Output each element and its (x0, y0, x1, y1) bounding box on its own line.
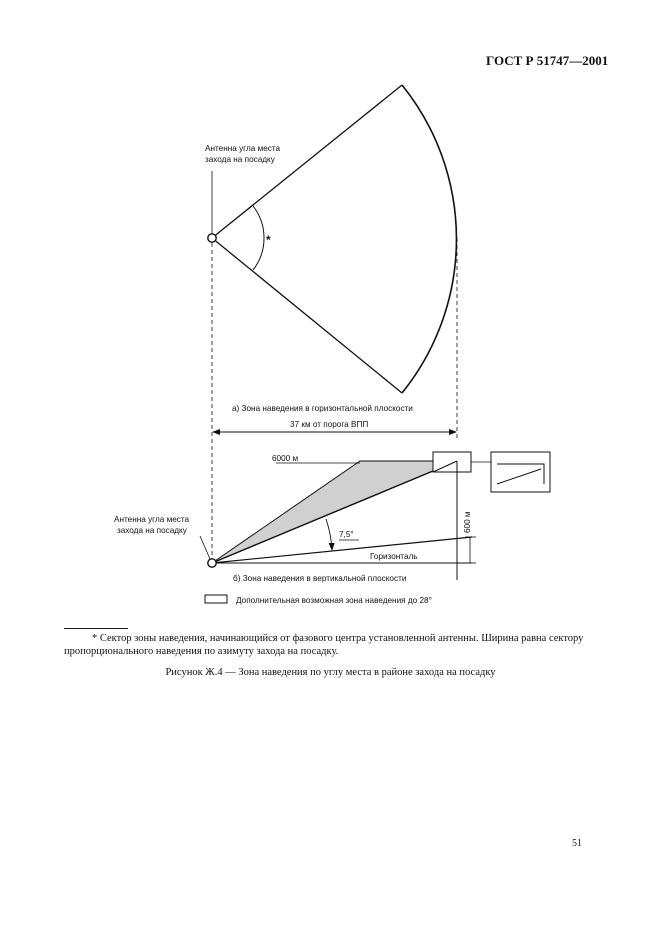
antenna-label-bottom-1: Антенна угла места (114, 515, 190, 524)
sector-lower-edge (212, 238, 402, 393)
angle-arc (326, 519, 332, 550)
distance-dimension (213, 420, 456, 432)
legend-swatch (205, 595, 227, 603)
antenna-label-bottom-2: захода на посадку (117, 526, 187, 535)
figure-caption: Рисунок Ж.4 — Зона наведения по углу места в районе захода на посадку (165, 667, 496, 678)
distance-label: 37 км от порога ВПП (290, 420, 369, 429)
zoom-callout-box (491, 452, 550, 492)
horizontal-plane-caption: а) Зона наведения в горизонтальной плоскости (232, 404, 413, 413)
angle-label: 7,5° (339, 530, 354, 539)
page-number: 51 (572, 838, 582, 849)
antenna-marker-bottom (208, 559, 216, 567)
antenna-label-top-1: Антенна угла места (205, 144, 281, 153)
sector-arc (402, 85, 456, 393)
vertical-plane-diagram (114, 452, 550, 583)
antenna-label-top-2: захода на посадку (205, 155, 275, 164)
horizontal-plane-diagram (205, 85, 456, 413)
antenna-leader-bottom (200, 536, 210, 559)
footnote-separator (64, 628, 128, 629)
figure-legend (205, 595, 432, 605)
height-label: 600 м (463, 511, 472, 533)
footnote: * Сектор зоны наведения, начинающийся от фазового центра установленной антенны. Ширина равна сектору пропорционального наведения по азимуту захода на посадку. (64, 633, 584, 657)
horizontal-label: Горизонталь (370, 552, 418, 561)
sector-angle-arc (253, 206, 264, 270)
vertical-plane-caption: б) Зона наведения в вертикальной плоскости (233, 574, 407, 583)
altitude-label: 6000 м (272, 454, 299, 463)
legend-label: Дополнительная возможная зона наведения до 28° (236, 596, 432, 605)
document-header: ГОСТ Р 51747—2001 (486, 53, 609, 68)
asterisk-mark: * (266, 233, 271, 247)
upper-coverage-line (212, 461, 457, 563)
antenna-marker-top (208, 234, 216, 242)
